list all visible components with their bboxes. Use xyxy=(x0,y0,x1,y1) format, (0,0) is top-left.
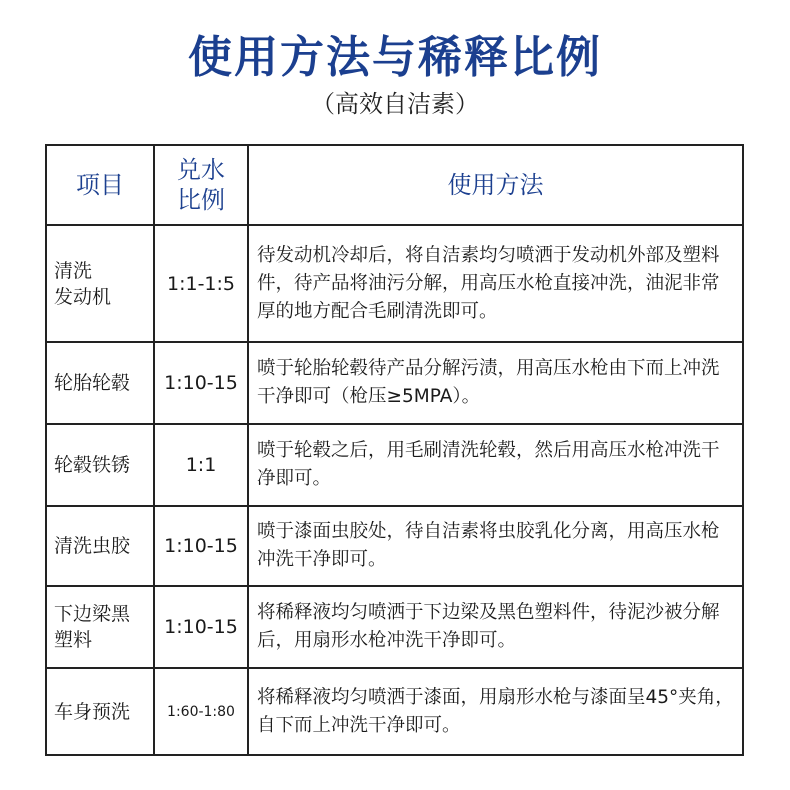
table-row xyxy=(46,586,743,668)
header-ratio-line2: 比例 xyxy=(177,186,225,214)
header-ratio-line1: 兑水 xyxy=(177,156,225,184)
row-item: 清洗 发动机 xyxy=(46,225,154,342)
row-ratio: 1:10-15 xyxy=(154,342,248,424)
row-ratio: 1:1-1:5 xyxy=(154,225,248,342)
table-row xyxy=(46,342,743,424)
table-row xyxy=(46,668,743,755)
row-method: 喷于轮毂之后，用毛刷清洗轮毂，然后用高压水枪冲洗干净即可。 xyxy=(248,424,743,506)
row-item: 轮毂铁锈 xyxy=(46,424,154,506)
table-header-row xyxy=(46,145,743,225)
page-subtitle: （高效自洁素） xyxy=(311,90,479,118)
row-method: 喷于轮胎轮毂待产品分解污渍，用高压水枪由下而上冲洗干净即可（枪压≥5MPA）。 xyxy=(248,342,743,424)
header-item: 项目 xyxy=(46,145,154,225)
header-ratio xyxy=(154,145,248,225)
dilution-table xyxy=(45,144,744,756)
row-method: 待发动机冷却后，将自洁素均匀喷洒于发动机外部及塑料件，待产品将油污分解，用高压水枪直接冲洗，油泥非常厚的地方配合毛刷清洗即可。 xyxy=(248,225,743,342)
table-row xyxy=(46,225,743,342)
page-title: 使用方法与稀释比例 xyxy=(188,32,602,83)
row-ratio: 1:10-15 xyxy=(154,506,248,586)
row-item: 轮胎轮毂 xyxy=(46,342,154,424)
header-method: 使用方法 xyxy=(248,145,743,225)
row-method: 喷于漆面虫胶处，待自洁素将虫胶乳化分离，用高压水枪冲洗干净即可。 xyxy=(248,506,743,586)
row-method: 将稀释液均匀喷洒于下边梁及黑色塑料件，待泥沙被分解后，用扇形水枪冲洗干净即可。 xyxy=(248,586,743,668)
table-row xyxy=(46,506,743,586)
table-row xyxy=(46,424,743,506)
row-item: 下边梁黑 塑料 xyxy=(46,586,154,668)
row-ratio: 1:60-1:80 xyxy=(154,668,248,755)
row-ratio: 1:10-15 xyxy=(154,586,248,668)
row-item: 车身预洗 xyxy=(46,668,154,755)
row-item: 清洗虫胶 xyxy=(46,506,154,586)
row-method: 将稀释液均匀喷洒于漆面，用扇形水枪与漆面呈45°夹角，自下而上冲洗干净即可。 xyxy=(248,668,743,755)
row-ratio: 1:1 xyxy=(154,424,248,506)
